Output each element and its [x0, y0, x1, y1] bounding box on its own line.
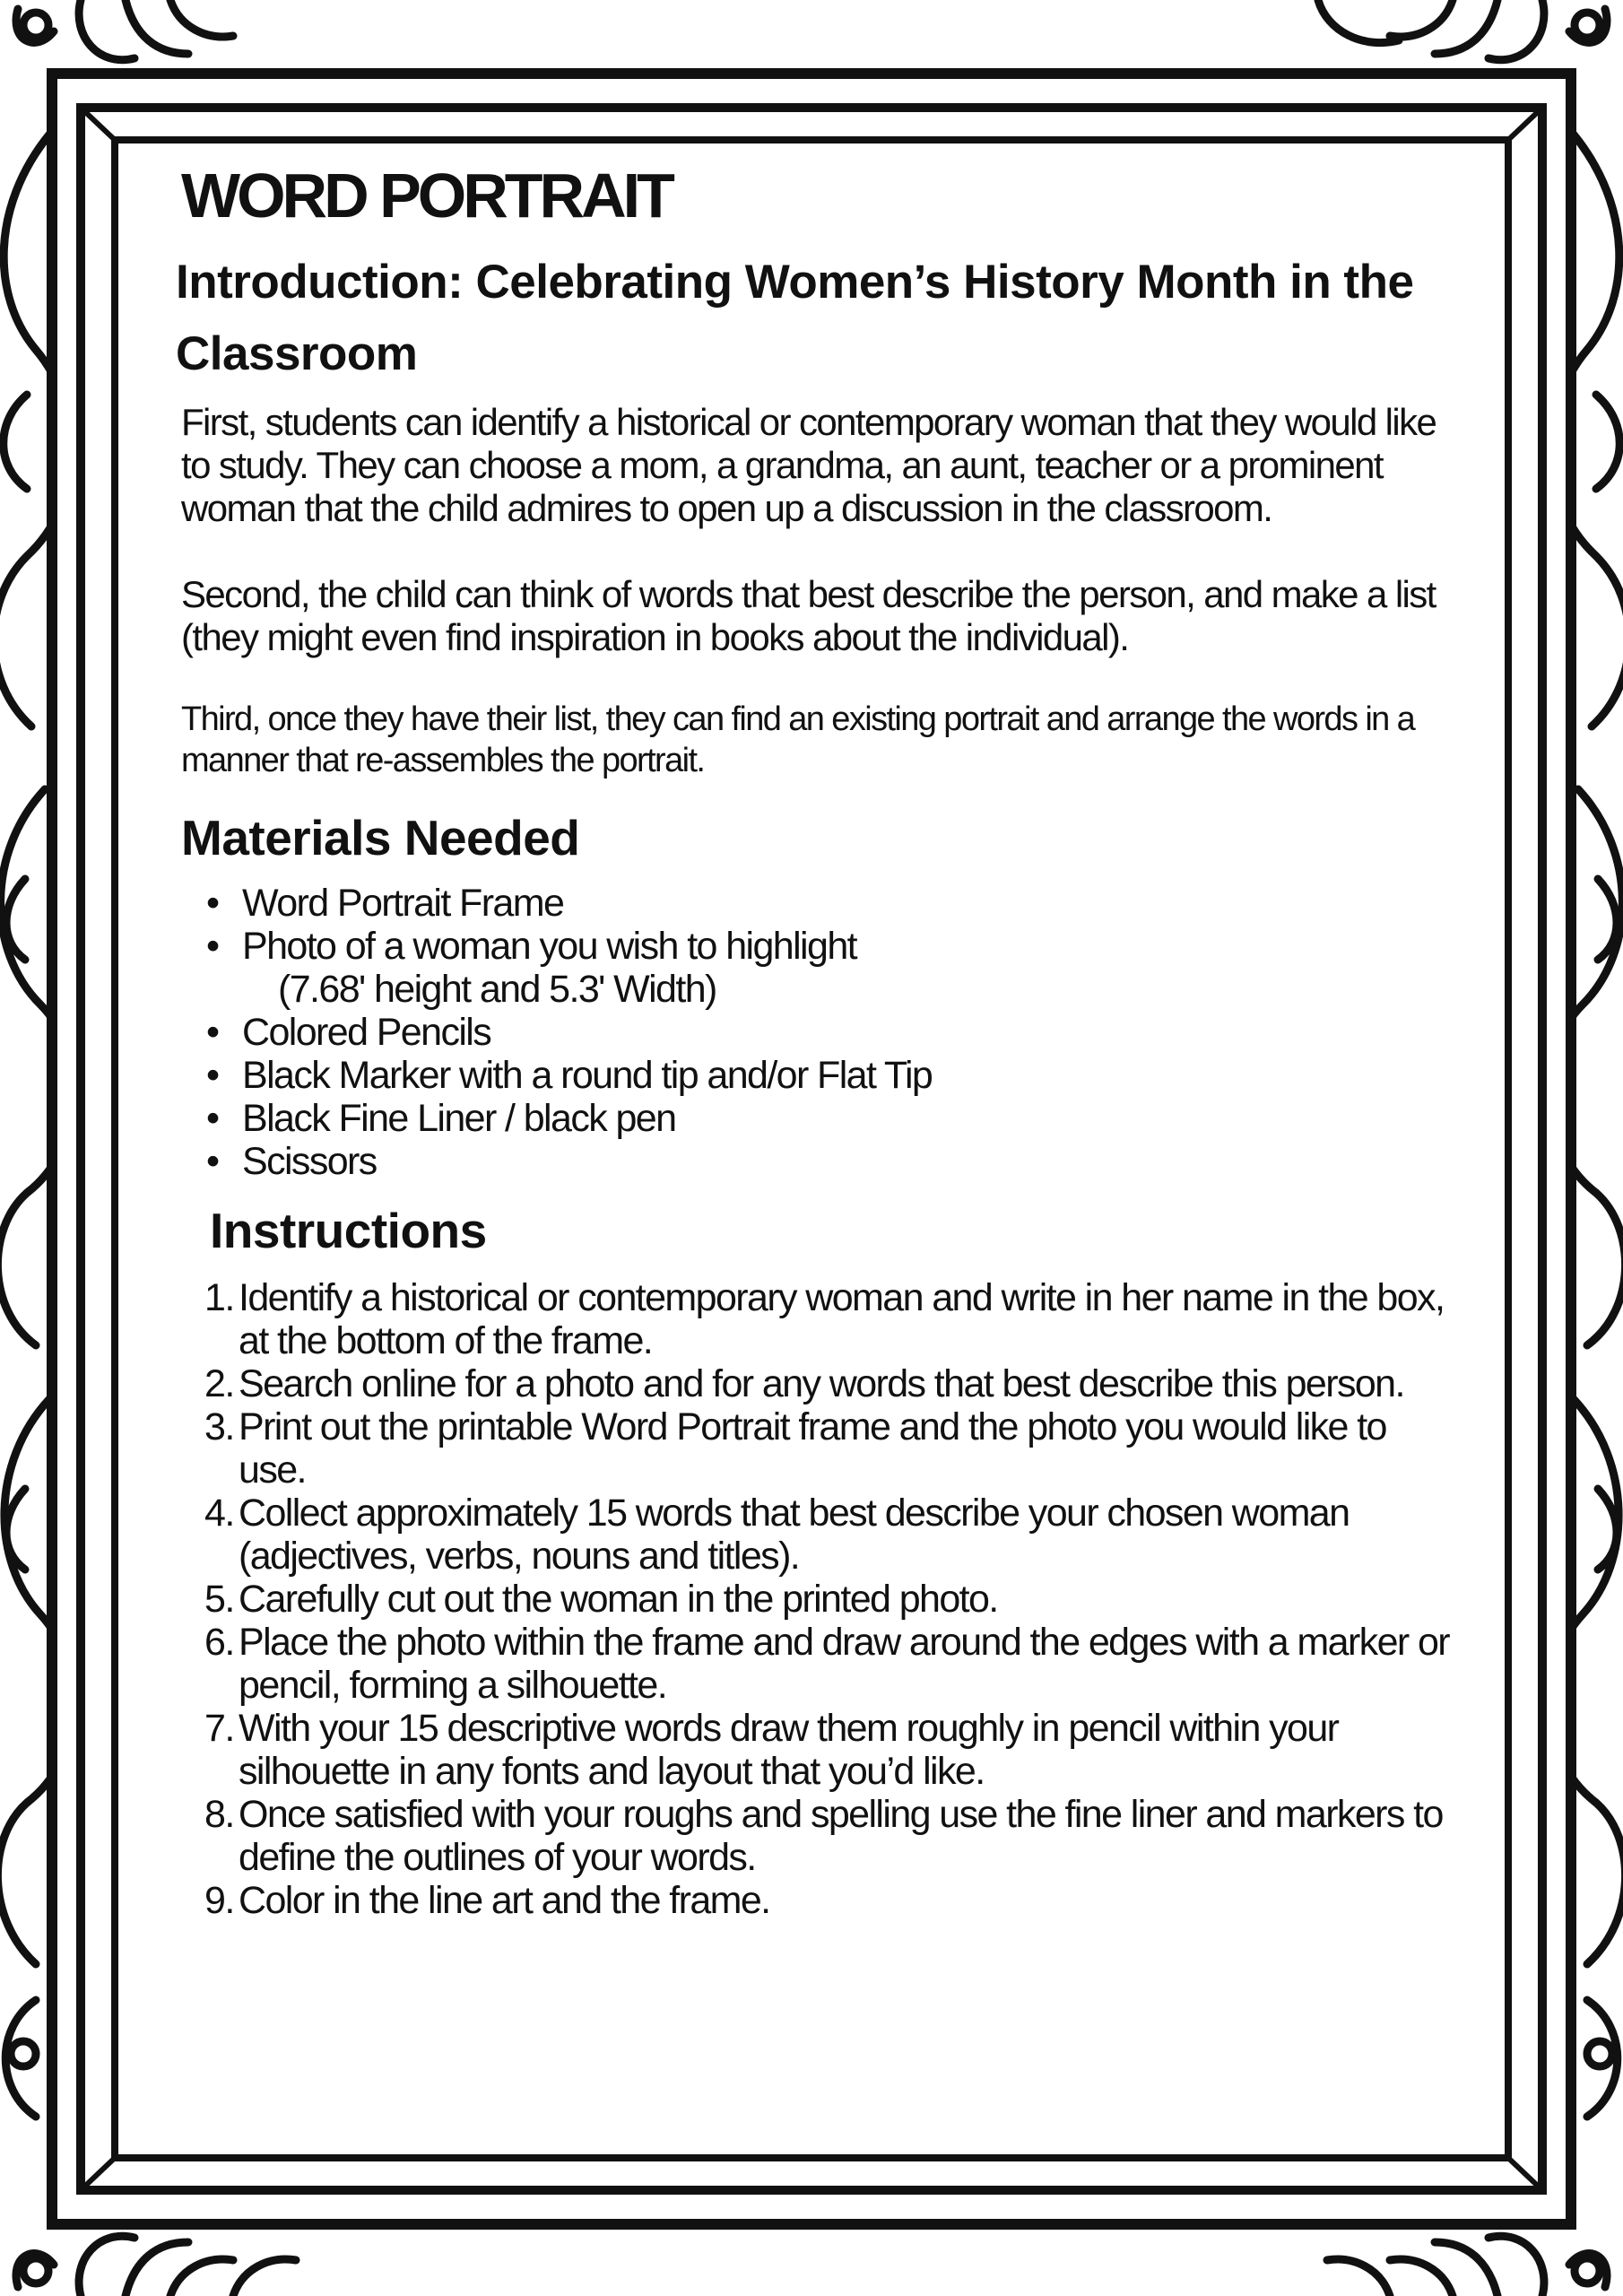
- bullet-icon: •: [206, 925, 219, 968]
- list-item: [179, 925, 1453, 1011]
- step-text: With your 15 descriptive words draw them roughly in pencil within your silhouette in any fonts and layout that you’d like.: [239, 1707, 1339, 1793]
- intro-paragraph-2: Second, the child can think of words that best describe the person, and make a list (they might even find inspiration in books about the individual).: [181, 573, 1436, 658]
- list-item: [179, 1578, 1453, 1621]
- step-text: Carefully cut out the woman in the printed photo.: [239, 1578, 998, 1621]
- list-item: [179, 1793, 1453, 1879]
- step-text: Once satisfied with your roughs and spelling use the fine liner and markers to define the outlines of your words.: [239, 1793, 1443, 1879]
- top-right-flourish: [1318, 0, 1607, 60]
- photo-size-note: (7.68' height and 5.3' Width): [278, 968, 716, 1011]
- step-number: 5.: [204, 1578, 234, 1621]
- step-number: 9.: [204, 1879, 234, 1922]
- bottom-right-flourish: [1327, 2236, 1607, 2296]
- list-item: [179, 1011, 1453, 1054]
- material-label: Black Marker with a round tip and/or Flat Tip: [242, 1054, 933, 1097]
- bullet-icon: •: [206, 1140, 219, 1183]
- step-number: 3.: [204, 1405, 234, 1448]
- list-item: [179, 1492, 1453, 1578]
- bullet-icon: •: [206, 1011, 219, 1054]
- intro-paragraph-3: Third, once they have their list, they can find an existing portrait and arrange the words in a manner that re-assembles the portrait.: [181, 700, 1415, 779]
- list-item: [179, 1405, 1453, 1492]
- step-text: Place the photo within the frame and draw around the edges with a marker or pencil, forming a silhouette.: [239, 1621, 1450, 1707]
- material-label: Scissors: [242, 1140, 377, 1183]
- list-item: [179, 1879, 1453, 1922]
- step-number: 4.: [204, 1492, 234, 1535]
- materials-list: [179, 882, 1453, 1183]
- materials-heading: Materials Needed: [181, 810, 580, 865]
- step-number: 1.: [204, 1276, 234, 1319]
- page-title: WORD PORTRAIT: [181, 161, 672, 230]
- step-number: 6.: [204, 1621, 234, 1664]
- list-item: [179, 1707, 1453, 1793]
- step-text: Identify a historical or contemporary woman and write in her name in the box, at the bottom of the frame.: [239, 1276, 1445, 1362]
- list-item: [179, 1054, 1453, 1097]
- step-text: Print out the printable Word Portrait frame and the photo you would like to use.: [239, 1405, 1386, 1492]
- list-item: [179, 1621, 1453, 1707]
- document-body: [176, 161, 1453, 1922]
- bottom-left-flourish: [16, 2236, 296, 2296]
- bullet-icon: •: [206, 882, 219, 925]
- list-item: [179, 1140, 1453, 1183]
- material-label: Black Fine Liner / black pen: [242, 1097, 676, 1140]
- step-text: Search online for a photo and for any words that best describe this person.: [239, 1362, 1404, 1405]
- instructions-list: [179, 1276, 1453, 1922]
- instructions-heading: Instructions: [210, 1203, 487, 1258]
- material-label: Word Portrait Frame: [242, 882, 564, 925]
- step-number: 7.: [204, 1707, 234, 1750]
- step-number: 2.: [204, 1362, 234, 1405]
- material-label: Colored Pencils: [242, 1011, 491, 1054]
- list-item: [179, 1276, 1453, 1362]
- bullet-icon: •: [206, 1097, 219, 1140]
- step-text: Color in the line art and the frame.: [239, 1879, 770, 1922]
- bullet-icon: •: [206, 1054, 219, 1097]
- list-item: [179, 1097, 1453, 1140]
- intro-paragraph-1: First, students can identify a historical or contemporary woman that they would like to study. They can choose a mom, a grandma, an aunt, teacher or a prominent woman that the child admires to open up a discussion in the classroom.: [181, 401, 1436, 529]
- intro-heading: Introduction: Celebrating Women’s History Month in the Classroom: [176, 256, 1414, 380]
- step-number: 8.: [204, 1793, 234, 1836]
- list-item: [179, 1362, 1453, 1405]
- material-label: Photo of a woman you wish to highlight: [242, 925, 856, 968]
- step-text: Collect approximately 15 words that best describe your chosen woman (adjectives, verbs, nouns and titles).: [239, 1492, 1350, 1578]
- list-item: [179, 882, 1453, 925]
